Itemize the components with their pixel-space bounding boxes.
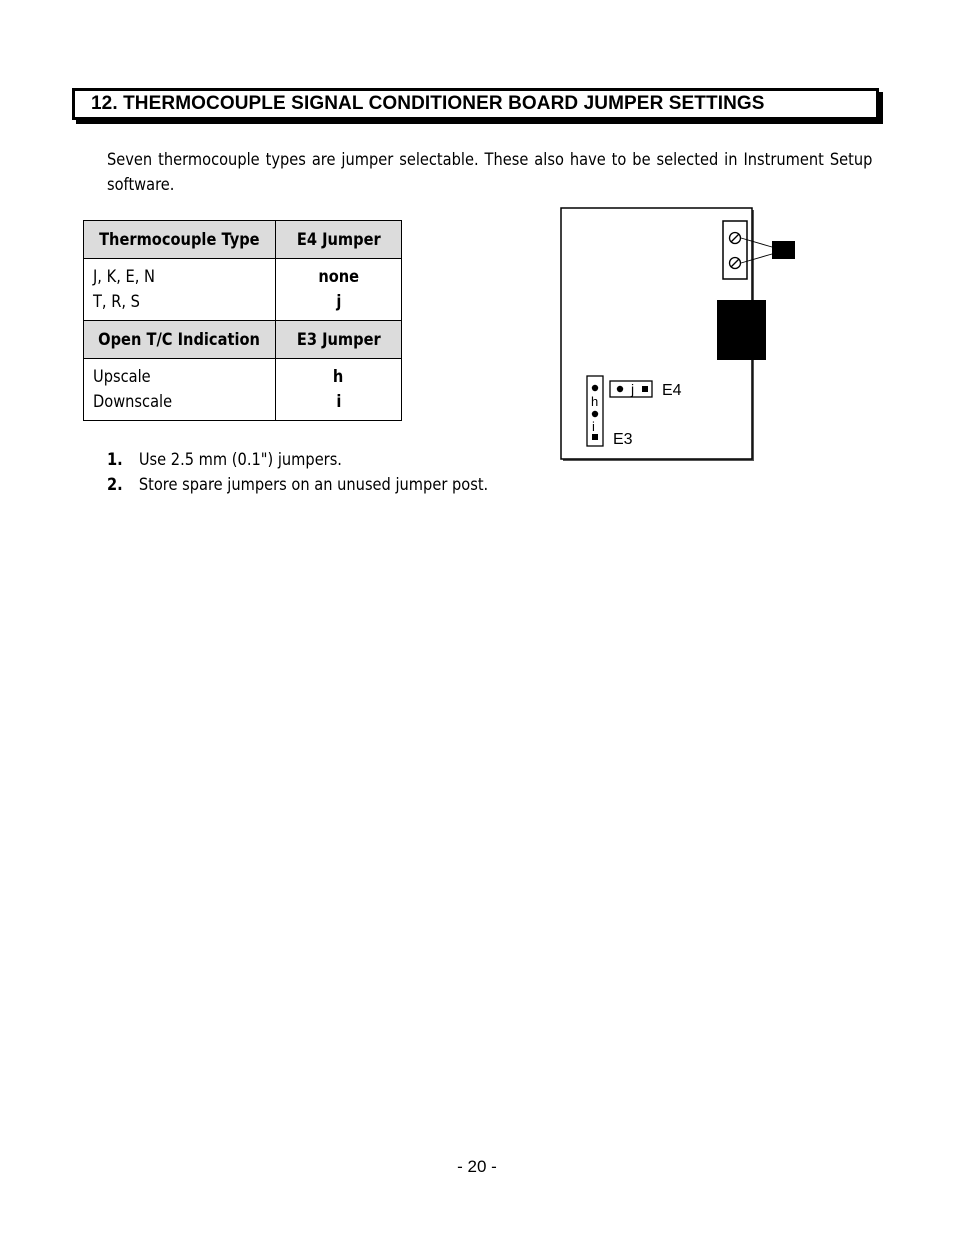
e3-pin-label-i: i	[592, 419, 595, 434]
table-header-cell: E4 Jumper	[276, 221, 402, 259]
table-header-row	[84, 221, 402, 259]
table-header-cell: E3 Jumper	[276, 321, 402, 359]
e3-pin-square	[592, 434, 598, 440]
e4-pin-square	[642, 386, 648, 392]
table-cell-text: T, R, S	[93, 291, 140, 312]
notes-list	[107, 448, 488, 498]
board-diagram	[560, 207, 800, 463]
table-header-cell: Open T/C Indication	[84, 321, 276, 359]
table-cell-text: Upscale	[93, 366, 151, 387]
note-number: 2.	[107, 475, 123, 495]
table-cell-text: h	[333, 366, 344, 387]
table-cell	[84, 259, 276, 321]
table-cell	[276, 259, 402, 321]
table-cell	[84, 359, 276, 421]
screw-terminal-icon	[730, 233, 741, 244]
list-item	[107, 448, 488, 473]
table-cell-text: none	[318, 266, 359, 287]
terminal-block	[723, 221, 747, 279]
e3-pin-round	[592, 385, 598, 391]
table-header-row	[84, 321, 402, 359]
screw-terminal-icon	[730, 258, 741, 269]
section-heading-text: 12. THERMOCOUPLE SIGNAL CONDITIONER BOARD JUMPER SETTINGS	[91, 93, 765, 114]
table-row	[84, 259, 402, 321]
table-header-cell: Thermocouple Type	[84, 221, 276, 259]
table-row	[84, 359, 402, 421]
table-cell-text: J, K, E, N	[93, 266, 155, 287]
list-item	[107, 473, 488, 498]
e3-label: E3	[613, 431, 633, 448]
board-component	[717, 300, 766, 360]
intro-paragraph: Seven thermocouple types are jumper selectable. These also have to be selected in Instrument Setup software.	[107, 150, 873, 195]
e4-pin-round	[617, 386, 623, 392]
note-text: Use 2.5 mm (0.1") jumpers.	[138, 450, 342, 470]
jumper-settings-table	[83, 220, 402, 421]
table-cell-text: Downscale	[93, 391, 173, 412]
table-cell-text: j	[335, 291, 341, 312]
table-cell	[276, 359, 402, 421]
table-cell-text: i	[335, 391, 341, 412]
e3-pin-label-h: h	[591, 394, 599, 409]
e3-pin-round	[592, 411, 598, 417]
e4-pin-label: j	[631, 381, 635, 397]
page-number: - 20 -	[457, 1157, 497, 1176]
thermocouple-plug	[772, 241, 795, 259]
section-heading	[72, 88, 879, 120]
e4-label: E4	[662, 382, 682, 399]
note-number: 1.	[107, 450, 123, 470]
note-text: Store spare jumpers on an unused jumper post.	[138, 475, 489, 495]
